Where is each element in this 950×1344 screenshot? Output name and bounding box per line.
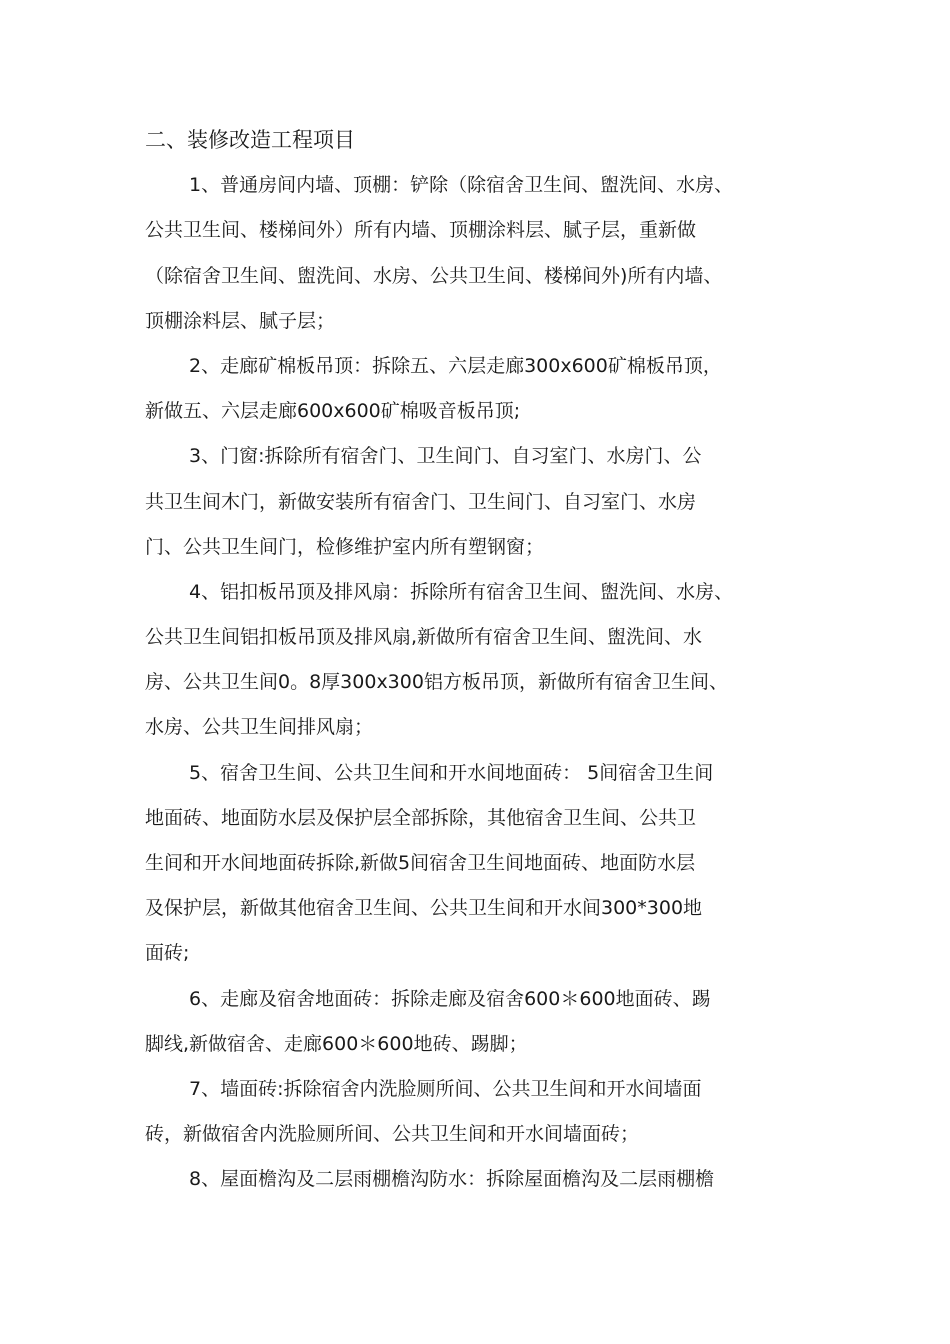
paragraph-line: 8、屋面檐沟及二层雨棚檐沟防水：拆除屋面檐沟及二层雨棚檐 (189, 1168, 715, 1191)
paragraph-line: 6、走廊及宿舍地面砖：拆除走廊及宿舍600＊600地面砖、踢 (189, 987, 711, 1010)
paragraph-line: 及保护层，新做其他宿舍卫生间、公共卫生间和开水间300*300地 (145, 897, 703, 920)
paragraph-line: 5、宿舍卫生间、公共卫生间和开水间地面砖： 5间宿舍卫生间 (189, 761, 714, 784)
paragraph-line: 水房、公共卫生间排风扇； (145, 716, 374, 739)
document-body (145, 118, 815, 1203)
paragraph-line: 1、普通房间内墙、顶棚：铲除（除宿舍卫生间、盥洗间、水房、 (189, 174, 734, 197)
paragraph-line: 公共卫生间铝扣板吊顶及排风扇,新做所有宿舍卫生间、盥洗间、水 (145, 626, 703, 649)
paragraph-4 (145, 570, 815, 751)
paragraph-3 (145, 434, 815, 570)
paragraph-line: 门、公共卫生间门，检修维护室内所有塑钢窗； (145, 535, 545, 558)
paragraph-line: 砖，新做宿舍内洗脸厕所间、公共卫生间和开水间墙面砖； (145, 1123, 640, 1146)
paragraph-line: 4、铝扣板吊顶及排风扇：拆除所有宿舍卫生间、盥洗间、水房、 (189, 580, 734, 603)
paragraph-line: 新做五、六层走廊600x600矿棉吸音板吊顶; (145, 400, 521, 423)
paragraph-line: 共卫生间木门，新做安装所有宿舍门、卫生间门、自习室门、水房 (145, 490, 697, 513)
paragraph-line: 生间和开水间地面砖拆除,新做5间宿舍卫生间地面砖、地面防水层 (145, 852, 696, 875)
paragraph-5 (145, 751, 815, 977)
section-heading: 二、装修改造工程项目 (145, 128, 355, 152)
paragraph-2 (145, 344, 815, 434)
paragraph-8 (145, 1157, 815, 1202)
paragraph-line: 脚线,新做宿舍、走廊600＊600地砖、踢脚； (145, 1032, 528, 1055)
paragraph-6 (145, 977, 815, 1067)
paragraph-line: 7、墙面砖:拆除宿舍内洗脸厕所间、公共卫生间和开水间墙面 (189, 1077, 702, 1100)
paragraph-line: （除宿舍卫生间、盥洗间、水房、公共卫生间、楼梯间外)所有内墙、 (145, 264, 723, 287)
paragraph-line: 顶棚涂料层、腻子层； (145, 309, 336, 332)
paragraph-7 (145, 1067, 815, 1157)
paragraph-line: 地面砖、地面防水层及保护层全部拆除，其他宿舍卫生间、公共卫 (145, 806, 697, 829)
paragraph-line: 3、门窗:拆除所有宿舍门、卫生间门、自习室门、水房门、公 (189, 445, 702, 468)
paragraph-line: 房、公共卫生间0。8厚300x300铝方板吊顶，新做所有宿舍卫生间、 (145, 671, 728, 694)
paragraph-1 (145, 163, 815, 344)
paragraph-line: 2、走廊矿棉板吊顶：拆除五、六层走廊300x600矿棉板吊顶， (189, 354, 722, 377)
paragraph-line: 面砖; (145, 942, 190, 965)
paragraph-line: 公共卫生间、楼梯间外）所有内墙、顶棚涂料层、腻子层，重新做 (145, 219, 697, 242)
